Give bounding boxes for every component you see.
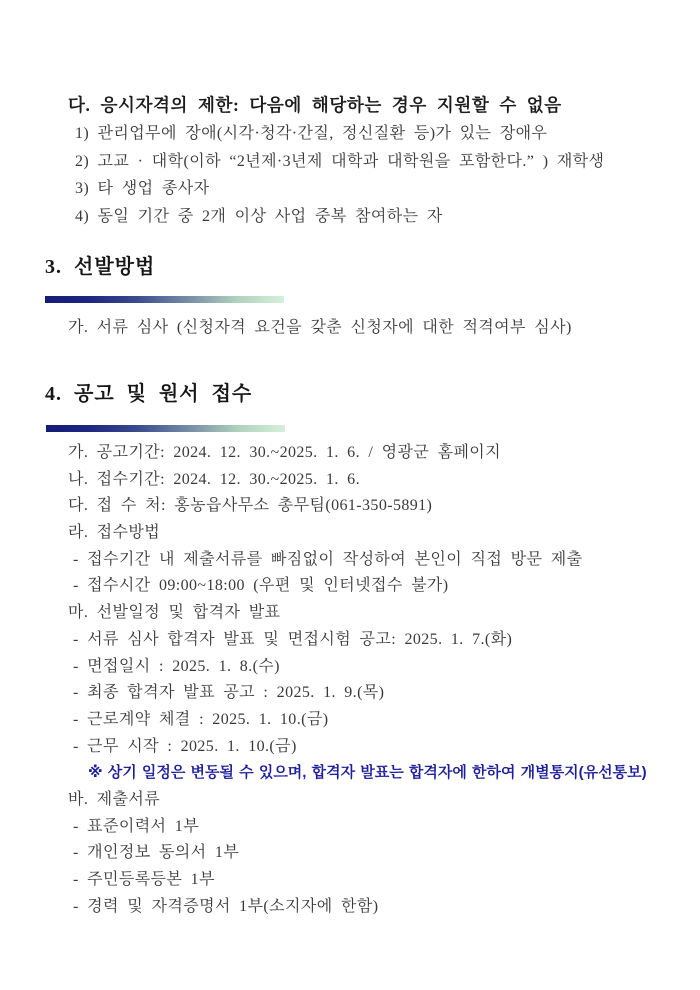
line-submit-in-person: - 접수기간 내 제출서류를 빠짐없이 작성하여 본인이 직접 방문 제출 xyxy=(73,550,583,568)
line-application-hours: - 접수시간 09:00~18:00 (우편 및 인터넷접수 불가) xyxy=(73,577,449,595)
line-application-place: 다. 접 수 처: 홍농읍사무소 총무팀(061-350-5891) xyxy=(68,497,433,515)
schedule-change-note: ※ 상기 일정은 변동될 수 있으며, 합격자 발표는 합격자에 한하여 개별통지(유선통보) xyxy=(88,764,647,782)
section-divider-bar xyxy=(45,296,284,303)
section4-title: 4. 공고 및 원서 접수 xyxy=(45,383,253,405)
eligibility-item-3: 3) 타 생업 종사자 xyxy=(75,180,210,198)
section3-title: 3. 선발방법 xyxy=(45,256,156,278)
line-career-certificates: - 경력 및 자격증명서 1부(소지자에 한함) xyxy=(73,897,379,915)
eligibility-item-1: 1) 관리업무에 장애(시각·청각·간질, 정신질환 등)가 있는 장애우 xyxy=(75,125,548,142)
line-standard-resume: - 표준이력서 1부 xyxy=(73,817,200,835)
line-resident-register: - 주민등록등본 1부 xyxy=(73,871,215,888)
eligibility-restriction-heading: 다. 응시자격의 제한: 다음에 해당하는 경우 지원할 수 없음 xyxy=(68,95,562,115)
line-application-period: 나. 접수기간: 2024. 12. 30.~2025. 1. 6. xyxy=(68,470,360,488)
line-required-documents-heading: 바. 제출서류 xyxy=(68,790,161,808)
line-announcement-period: 가. 공고기간: 2024. 12. 30.~2025. 1. 6. / 영광군 홈페이지 xyxy=(68,444,502,461)
eligibility-restriction-section xyxy=(68,90,604,230)
section4-content-list xyxy=(68,440,647,920)
line-interview-date: - 면접일시 : 2025. 1. 8.(수) xyxy=(73,657,280,675)
line-screening-result-date: - 서류 심사 합격자 발표 및 면접시험 공고: 2025. 1. 7.(화) xyxy=(73,630,513,648)
line-schedule-heading: 마. 선발일정 및 합격자 발표 xyxy=(68,604,281,622)
line-final-result-date: - 최종 합격자 발표 공고 : 2025. 1. 9.(목) xyxy=(73,684,385,702)
eligibility-item-4: 4) 동일 기간 중 2개 이상 사업 중복 참여하는 자 xyxy=(75,207,443,225)
line-work-start-date: - 근무 시작 : 2025. 1. 10.(금) xyxy=(73,737,297,755)
section-divider-bar xyxy=(46,425,285,432)
section3-line-document-screening: 가. 서류 심사 (신청자격 요건을 갖춘 신청자에 대한 적격여부 심사) xyxy=(68,319,572,336)
eligibility-item-2: 2) 고교 · 대학(이하 “2년제·3년제 대학과 대학원을 포함한다.” ) 재학생 xyxy=(75,152,605,170)
line-privacy-consent: - 개인정보 동의서 1부 xyxy=(73,844,240,862)
line-application-method-heading: 라. 접수방법 xyxy=(68,524,161,542)
line-contract-date: - 근로계약 체결 : 2025. 1. 10.(금) xyxy=(73,710,329,728)
